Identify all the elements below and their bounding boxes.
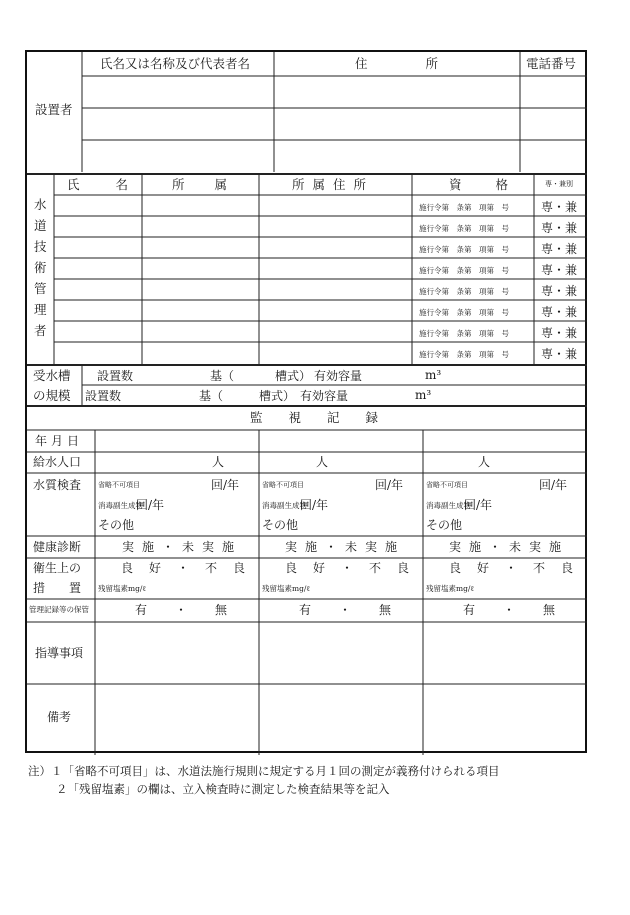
health-value-col3: 実施・未実施 xyxy=(449,540,570,554)
hygiene-label-line1: 衛生上の xyxy=(33,561,82,575)
wq-item3-col3: その他 xyxy=(426,518,463,532)
hygiene-value-col3: 良好・不良 xyxy=(449,561,590,575)
wq-item2-col3: 消毒副生成物 xyxy=(426,501,471,510)
installer-address-header: 住所 xyxy=(355,56,497,71)
wq-item3-col1: その他 xyxy=(98,518,135,532)
records-value-col1: 有・無 xyxy=(135,603,256,617)
tank-type-2: 槽式） xyxy=(259,389,296,403)
form-grid-lines xyxy=(27,52,589,755)
population-label: 給水人口 xyxy=(33,455,82,469)
wq-item1-col1: 省略不可項目 xyxy=(98,481,140,489)
population-unit-col1: 人 xyxy=(212,455,225,469)
type-text: 専・兼 xyxy=(541,326,578,340)
wq-item2-unit-col2: 回/年 xyxy=(300,498,329,512)
records-value-col2: 有・無 xyxy=(299,603,420,617)
tech-name-header: 氏名 xyxy=(67,177,165,192)
hygiene-label-line2: 措置 xyxy=(33,581,106,595)
qualification-text: 施行令第 条第 項第 号 xyxy=(419,224,509,233)
chlorine-col1: 残留塩素mg/ℓ xyxy=(98,584,147,593)
tank-capacity-unit-1: m³ xyxy=(425,368,442,382)
inspection-form xyxy=(25,50,590,753)
remarks-label: 備考 xyxy=(47,710,72,724)
tech-label-char: 技 xyxy=(34,239,47,254)
tech-affiliation-header: 所属 xyxy=(172,177,258,192)
tech-label-char: 水 xyxy=(34,197,47,212)
health-value-col2: 実施・未実施 xyxy=(285,540,406,554)
qualification-text: 施行令第 条第 項第 号 xyxy=(419,203,509,212)
wq-item1-unit-col1: 回/年 xyxy=(211,478,240,492)
hygiene-value-col2: 良好・不良 xyxy=(285,561,426,575)
tank-capacity-label-1: 有効容量 xyxy=(314,369,363,383)
monitoring-title: 監視記録 xyxy=(250,410,405,425)
tech-qualification-header: 資格 xyxy=(449,177,543,192)
tech-label-char: 者 xyxy=(34,323,47,338)
date-label: 年月日 xyxy=(35,434,84,448)
type-text: 専・兼 xyxy=(541,305,578,319)
type-text: 専・兼 xyxy=(541,200,578,214)
qualification-text: 施行令第 条第 項第 号 xyxy=(419,308,509,317)
note-line-1: 注）１「省略不可項目」は、水道法施行規則に規定する月１回の測定が義務付けられる項目 xyxy=(28,764,500,778)
tech-type-header: 専・兼別 xyxy=(545,180,573,188)
type-text: 専・兼 xyxy=(541,263,578,277)
wq-item2-unit-col3: 回/年 xyxy=(464,498,493,512)
wq-item2-col2: 消毒副生成物 xyxy=(262,501,307,510)
type-text: 専・兼 xyxy=(541,242,578,256)
installer-phone-header: 電話番号 xyxy=(526,56,577,71)
health-value-col1: 実施・未実施 xyxy=(122,540,243,554)
tech-label-char: 管 xyxy=(34,281,47,296)
qualification-text: 施行令第 条第 項第 号 xyxy=(419,287,509,296)
tank-unit-2: 基（ xyxy=(199,389,224,403)
installer-name-header: 氏名又は名称及び代表者名 xyxy=(100,56,251,71)
population-unit-col3: 人 xyxy=(478,455,491,469)
qualification-text: 施行令第 条第 項第 号 xyxy=(419,266,509,275)
water-quality-label: 水質検査 xyxy=(33,478,82,492)
wq-item1-unit-col3: 回/年 xyxy=(539,478,568,492)
population-unit-col2: 人 xyxy=(316,455,329,469)
wq-item3-col2: その他 xyxy=(262,518,299,532)
wq-item1-col2: 省略不可項目 xyxy=(262,481,304,489)
tank-unit-1: 基（ xyxy=(210,369,235,383)
wq-item1-col3: 省略不可項目 xyxy=(426,481,468,489)
footnotes xyxy=(28,763,500,799)
records-label: 管理記録等の保管 xyxy=(29,605,89,614)
type-text: 専・兼 xyxy=(541,347,578,361)
tank-capacity-label-2: 有効容量 xyxy=(300,389,349,403)
qualification-text: 施行令第 条第 項第 号 xyxy=(419,329,509,338)
qualification-text: 施行令第 条第 項第 号 xyxy=(419,350,509,359)
wq-item2-unit-col1: 回/年 xyxy=(136,498,165,512)
qualification-text: 施行令第 条第 項第 号 xyxy=(419,245,509,254)
tech-label-char: 術 xyxy=(34,260,47,275)
type-text: 専・兼 xyxy=(541,284,578,298)
chlorine-col2: 残留塩素mg/ℓ xyxy=(262,584,311,593)
type-text: 専・兼 xyxy=(541,221,578,235)
chlorine-col3: 残留塩素mg/ℓ xyxy=(426,584,475,593)
guidance-label: 指導事項 xyxy=(35,646,84,660)
hygiene-value-col1: 良好・不良 xyxy=(121,561,262,575)
wq-item1-unit-col2: 回/年 xyxy=(375,478,404,492)
tank-type-1: 槽式） xyxy=(275,369,312,383)
tank-label-line2: の規模 xyxy=(33,388,71,403)
tech-label-char: 道 xyxy=(34,218,47,233)
tank-count-label-2: 設置数 xyxy=(85,389,122,403)
records-value-col3: 有・無 xyxy=(463,603,584,617)
tech-address-header: 所属住所 xyxy=(292,177,375,192)
tank-count-label-1: 設置数 xyxy=(97,369,134,383)
tank-capacity-unit-2: m³ xyxy=(415,388,432,402)
tank-label-line1: 受水槽 xyxy=(33,368,71,383)
note-line-2: ２「残留塩素」の欄は、立入検査時に測定した検査結果等を記入 xyxy=(56,781,390,796)
health-label: 健康診断 xyxy=(33,540,82,554)
tech-label-char: 理 xyxy=(34,302,47,317)
wq-item2-col1: 消毒副生成物 xyxy=(98,501,143,510)
installer-label: 設置者 xyxy=(35,102,73,117)
